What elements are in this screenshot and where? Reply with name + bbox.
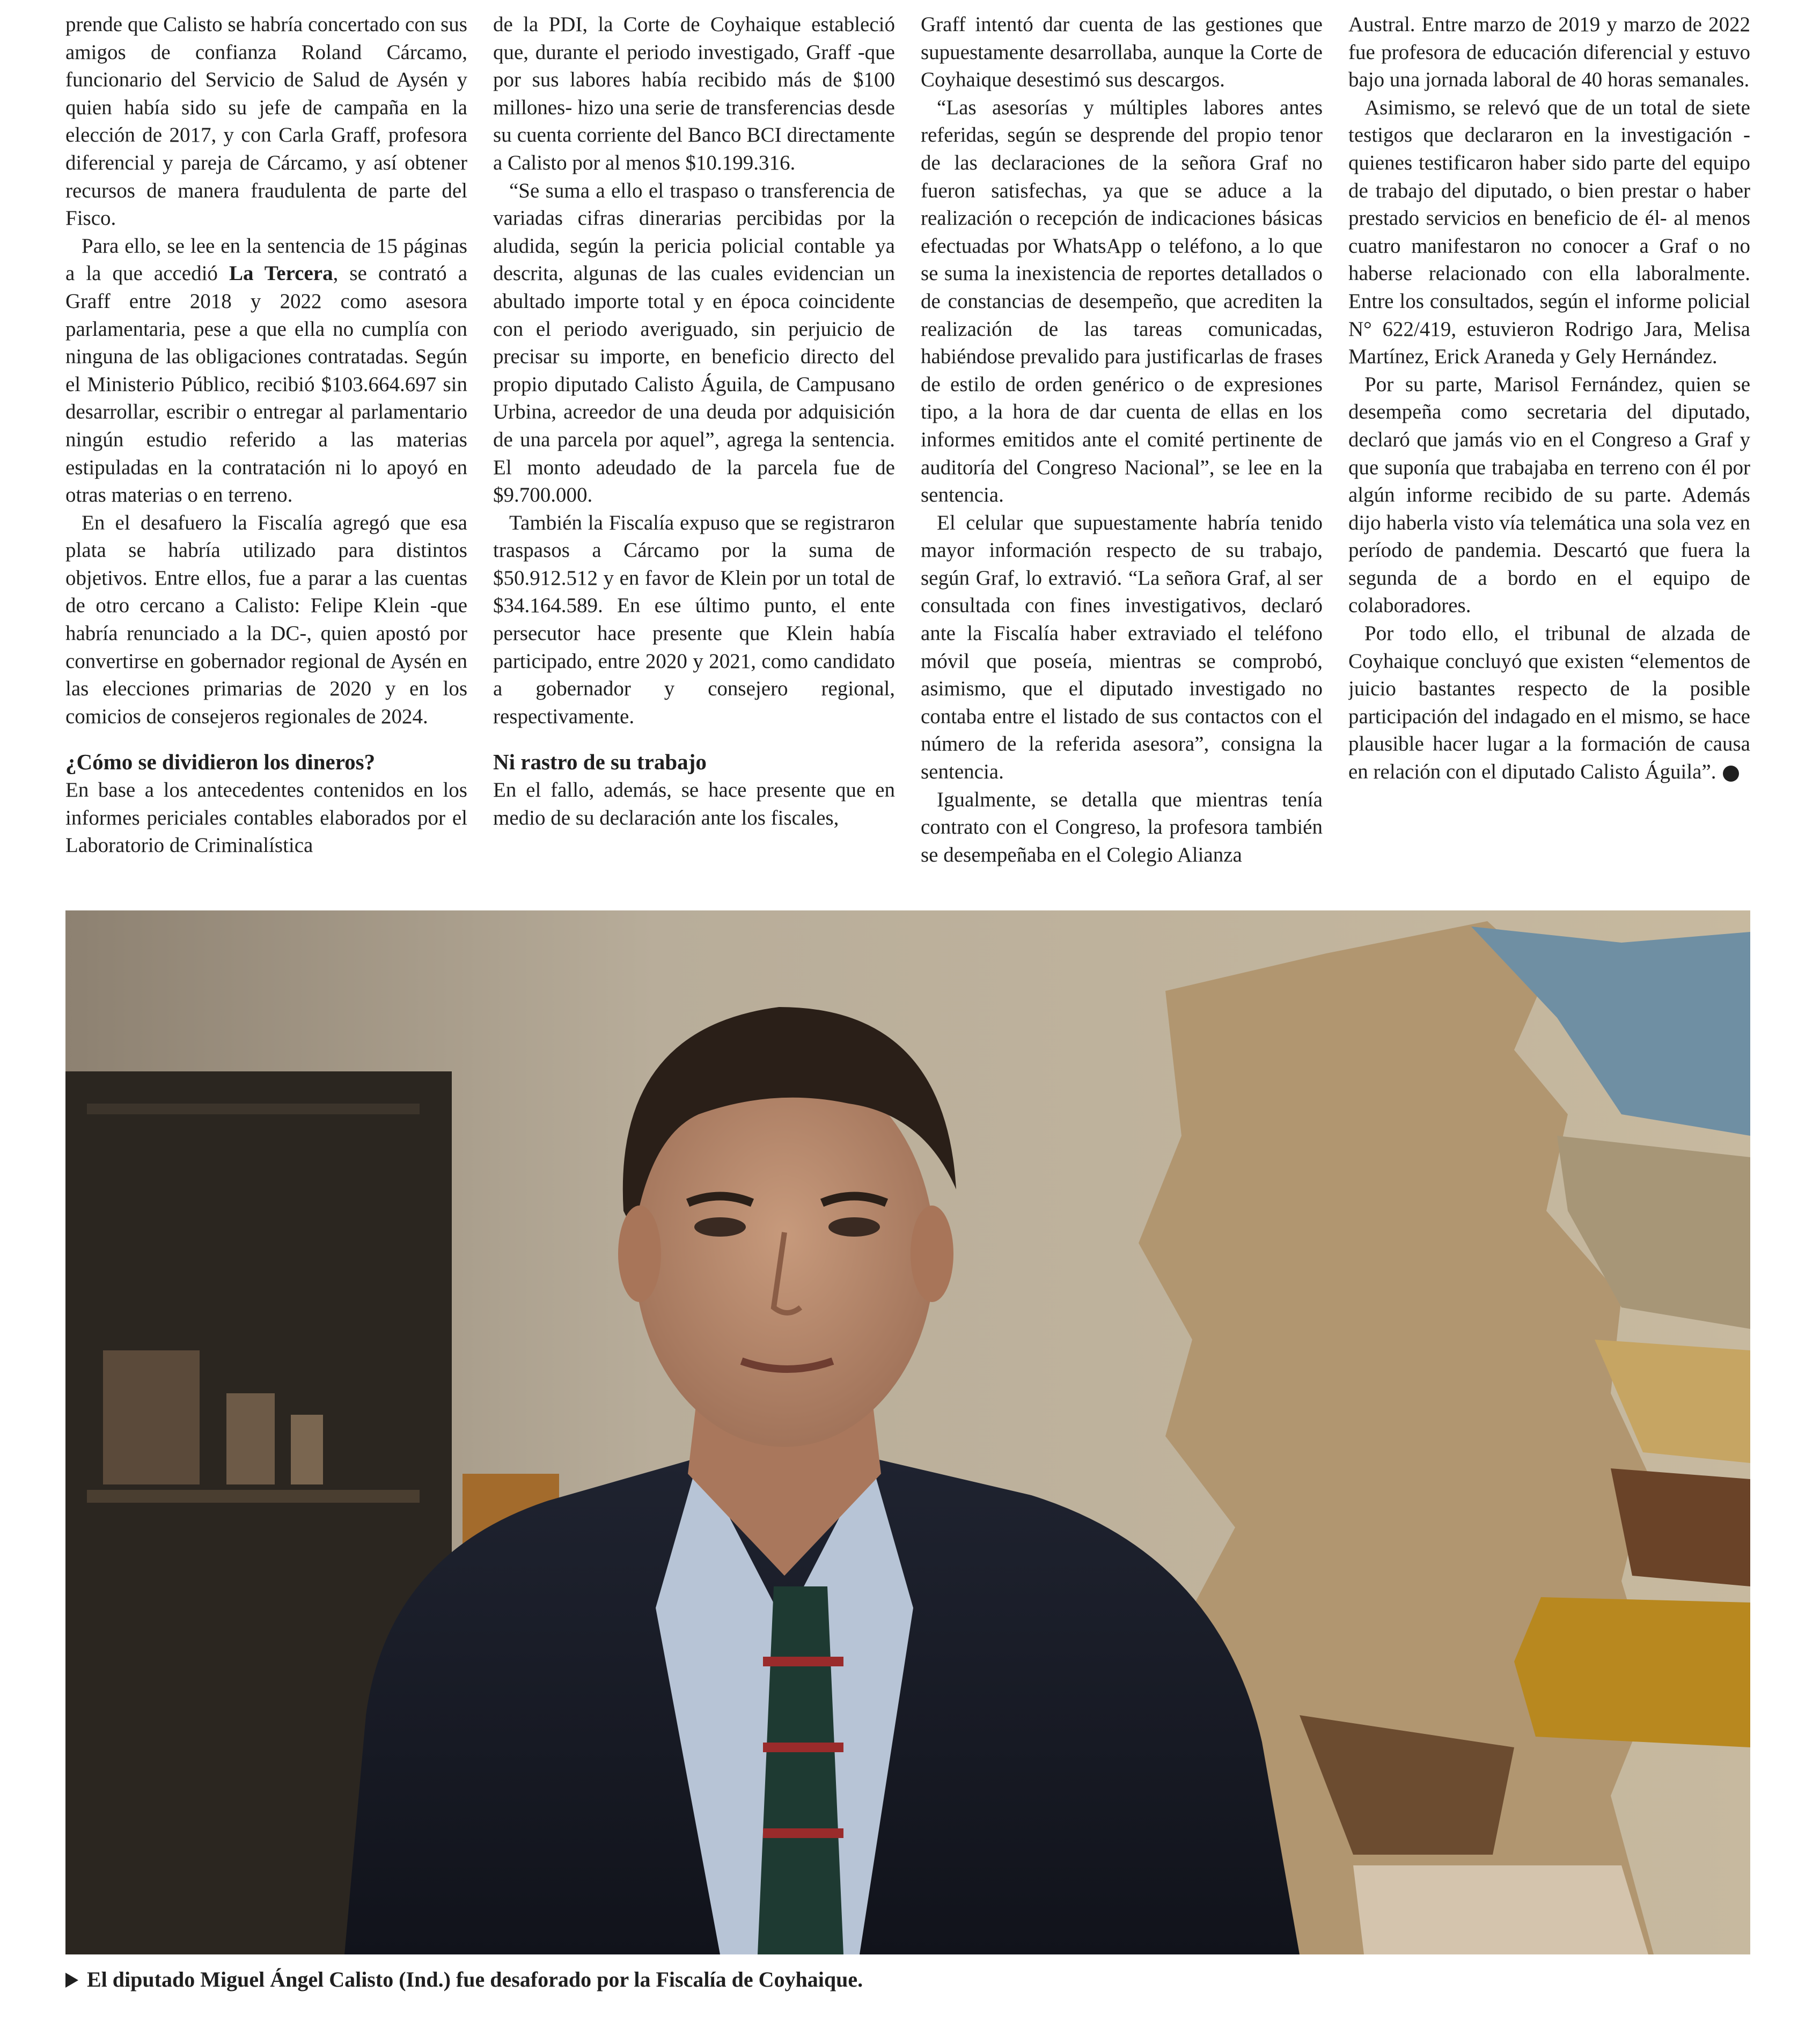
section-subheading: ¿Cómo se dividieron los dineros? (65, 749, 376, 775)
paragraph-text: , se contrató a Graff entre 2018 y 2022 como asesora parlamentaria, pese a que ella no cumplía con ninguna de las obligaciones contratadas. Según el Ministerio Público, recibió $103.664.697 sin desarrollar, escribir o entregar al parlamentario ningún estudio referido a las materias estipuladas en la contratación ni lo apoyó en otras materias o en terreno. (65, 262, 467, 507)
article-column-3 (921, 11, 1323, 874)
article-column-2 (493, 11, 895, 874)
article-paragraph (1348, 94, 1750, 371)
paragraph-text: de la PDI, la Corte de Coyhaique estableció que, durante el periodo investigado, Graff -que por sus labores había recibido más de $100 millones- hizo una serie de transferencias desde su cuenta corriente del Banco BCI directamente a Calisto por al menos $10.199.316. (493, 13, 895, 174)
paragraph-text: “Se suma a ello el traspaso o transferencia de variadas cifras dinerarias percibidas por la aludida, según la pericia policial contable ya descrita, algunas de las cuales evidencian un abultado importe total y en época coincidente con el periodo averiguado, sin perjuicio de precisar su importe, en beneficio directo del propio diputado Calisto Águila, de Campusano Urbina, acreedor de una deuda por adquisición de una parcela por aquel”, agrega la sentencia. El monto adeudado de la parcela fue de $9.700.000. (493, 179, 895, 507)
article-paragraph (921, 11, 1323, 94)
article-paragraph (493, 177, 895, 509)
article-paragraph (1348, 11, 1750, 94)
article-column-4 (1348, 11, 1750, 874)
paragraph-text: En el desafuero la Fiscalía agregó que esa plata se habría utilizado para distintos objetivos. Entre ellos, fue a parar a las cuentas de otro cercano a Calisto: Felipe Klein -que habría renunciado a la DC-, quien apostó por convertirse en gobernador regional de Aysén en las elecciones primarias de 2020 y en los comicios de consejeros regionales de 2024. (65, 511, 467, 728)
paragraph-text: Igualmente, se detalla que mientras tenía contrato con el Congreso, la profesora también se desempeñaba en el Colegio Alianza (921, 788, 1323, 866)
end-of-article-icon (1723, 766, 1739, 782)
caption-triangle-icon (65, 1973, 78, 1988)
paragraph-text: prende que Calisto se habría concertado con sus amigos de confianza Roland Cárcamo, funcionario del Servicio de Salud de Aysén y quien había sido su jefe de campaña en la elección de 2017, y con Carla Graff, profesora diferencial y pareja de Cárcamo, y así obtener recursos de manera fraudulenta de parte del Fisco. (65, 13, 467, 230)
article-paragraph (921, 509, 1323, 786)
article-paragraph (65, 232, 467, 509)
section-subheading: Ni rastro de su trabajo (493, 749, 707, 775)
article-column-1 (65, 11, 467, 874)
article-photo (65, 910, 1750, 1954)
article-paragraph (65, 509, 467, 731)
photo-caption (65, 1966, 1750, 1994)
article-paragraph (1348, 620, 1750, 786)
paragraph-text: Graff intentó dar cuenta de las gestiones que supuestamente desarrollaba, aunque la Corte de Coyhaique desestimó sus descargos. (921, 13, 1323, 92)
paragraph-text: “Las asesorías y múltiples labores antes referidas, según se desprende del propio tenor de las declaraciones de la señora Graf no fueron satisfechas, ya que se aduce a la realización o recepción de indicaciones básicas efectuadas por WhatsApp o teléfono, a lo que se suma la inexistencia de reportes detallados o de constancias de desempeño, que acrediten la realización de las tareas comunicadas, habiéndose prevalido para justificarlas de frases de estilo de orden genérico o de expresiones tipo, a la hora de dar cuenta de ellas en los informes emitidos ante el comité pertinente de auditoría del Congreso Nacional”, se lee en la sentencia. (921, 95, 1323, 507)
newspaper-name: La Tercera (229, 262, 333, 285)
photo-illustration (65, 910, 1750, 1954)
article-paragraph (65, 11, 467, 232)
paragraph-text: También la Fiscalía expuso que se registraron traspasos a Cárcamo por la suma de $50.912.512 y en favor de Klein por un total de $34.164.589. En ese último punto, el ente persecutor hace presente que Klein había participado, entre 2020 y 2021, como candidato a gobernador y consejero regional, respectivamente. (493, 511, 895, 728)
paragraph-text: En el fallo, además, se hace presente que en medio de su declaración ante los fiscales, (493, 778, 895, 829)
article-paragraph (493, 509, 895, 731)
article-columns (65, 11, 1750, 874)
caption-text: El diputado Miguel Ángel Calisto (Ind.) fue desaforado por la Fiscalía de Coyhaique. (87, 1967, 863, 1991)
paragraph-text: Para ello, se lee en la sentencia de 15 páginas a la que accedió (65, 234, 467, 285)
article-paragraph (65, 776, 467, 859)
article-paragraph (493, 11, 895, 177)
paragraph-text: Austral. Entre marzo de 2019 y marzo de 2022 fue profesora de educación diferencial y estuvo bajo una jornada laboral de 40 horas semanales. (1348, 13, 1750, 92)
paragraph-text: Por todo ello, el tribunal de alzada de Coyhaique concluyó que existen “elementos de juicio bastantes respecto de la posible participación del indagado en el mismo, se hace plausible hacer lugar a la formación de causa en relación con el diputado Calisto Águila”. (1348, 622, 1750, 784)
article-paragraph (493, 776, 895, 832)
article-paragraph (921, 786, 1323, 869)
article-paragraph (921, 94, 1323, 509)
paragraph-text: Por su parte, Marisol Fernández, quien se desempeña como secretaria del diputado, declaró que jamás vio en el Congreso a Graf y que suponía que trabajaba en terreno con él por algún informe recibido de su parte. Además dijo haberla visto vía telemática una sola vez en período de pandemia. Descartó que fuera la segunda de a bordo en el equipo de colaboradores. (1348, 372, 1750, 618)
paragraph-text: El celular que supuestamente habría tenido mayor información respecto de su trabajo, según Graf, lo extravió. “La señora Graf, al ser consultada con fines investigativos, declaró ante la Fiscalía haber extraviado el teléfono móvil que poseía, mientras se comprobó, asimismo, que el diputado investigado no contaba entre el listado de sus contactos con el número de la referida asesora”, consigna la sentencia. (921, 511, 1323, 784)
article-paragraph (1348, 371, 1750, 620)
paragraph-text: En base a los antecedentes contenidos en los informes periciales contables elaborados por el Laboratorio de Criminalística (65, 778, 467, 857)
paragraph-text: Asimismo, se relevó que de un total de siete testigos que declararon en la investigación -quienes testificaron haber sido parte del equipo de trabajo del diputado, o bien prestar o haber prestado servicios en beneficio de él- al menos cuatro manifestaron no conocer a Graf o no haberse relacionado con ella laboralmente. Entre los consultados, según el informe policial N° 622/419, estuvieron Rodrigo Jara, Melisa Martínez, Erick Araneda y Gely Hernández. (1348, 95, 1750, 369)
